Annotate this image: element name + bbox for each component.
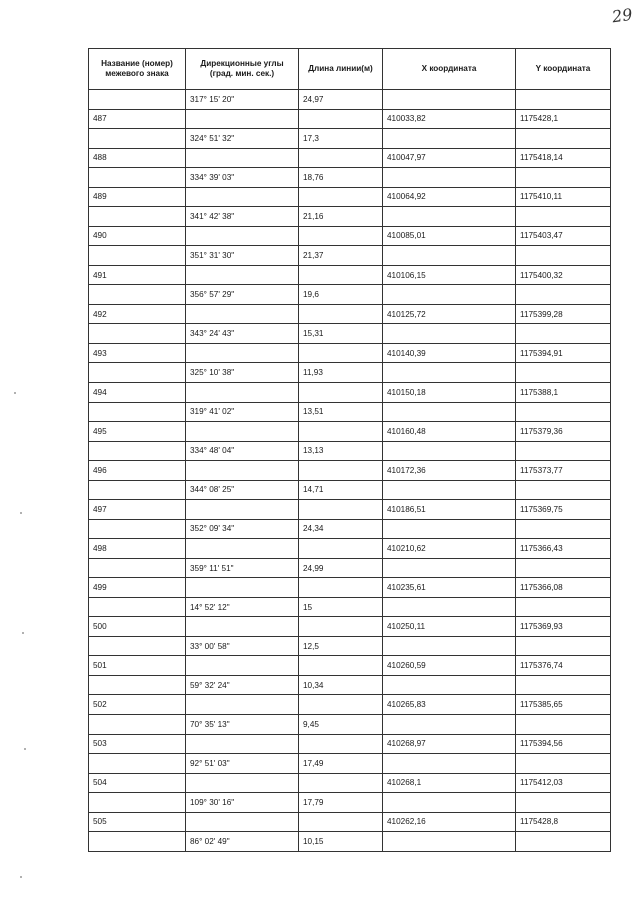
- mark-name-cell: [89, 90, 186, 110]
- angle-cell: [186, 226, 299, 246]
- x-coordinate-cell: [383, 480, 516, 500]
- length-cell: 24,97: [299, 90, 383, 110]
- mark-name-cell: [89, 754, 186, 774]
- mark-name-cell: [89, 441, 186, 461]
- y-coordinate-cell: [516, 519, 611, 539]
- x-coordinate-cell: 410085,01: [383, 226, 516, 246]
- mark-name-cell: [89, 832, 186, 852]
- table-row: [89, 109, 611, 129]
- length-cell: 13,13: [299, 441, 383, 461]
- mark-name-cell: [89, 363, 186, 383]
- mark-name-cell: [89, 636, 186, 656]
- length-cell: 18,76: [299, 168, 383, 188]
- mark-name-cell: [89, 168, 186, 188]
- x-coordinate-cell: 410150,18: [383, 382, 516, 402]
- length-cell: 12,5: [299, 636, 383, 656]
- angle-cell: 14° 52' 12": [186, 597, 299, 617]
- mark-name-cell: 495: [89, 422, 186, 442]
- angle-cell: [186, 109, 299, 129]
- mark-name-cell: 499: [89, 578, 186, 598]
- x-coordinate-cell: 410186,51: [383, 500, 516, 520]
- table-row: [89, 422, 611, 442]
- length-cell: 21,16: [299, 207, 383, 227]
- angle-cell: 325° 10' 38": [186, 363, 299, 383]
- x-coordinate-cell: 410160,48: [383, 422, 516, 442]
- angle-cell: 334° 39' 03": [186, 168, 299, 188]
- mark-name-cell: [89, 207, 186, 227]
- x-coordinate-cell: 410064,92: [383, 187, 516, 207]
- scan-speck: [20, 512, 22, 514]
- y-coordinate-cell: [516, 285, 611, 305]
- header-length: Длина линии(м): [299, 49, 383, 90]
- y-coordinate-cell: 1175428,1: [516, 109, 611, 129]
- y-coordinate-cell: 1175366,08: [516, 578, 611, 598]
- table-row: [89, 90, 611, 110]
- table-row: [89, 597, 611, 617]
- mark-name-cell: 491: [89, 265, 186, 285]
- y-coordinate-cell: [516, 636, 611, 656]
- x-coordinate-cell: [383, 246, 516, 266]
- page-number: 29: [610, 4, 634, 27]
- length-cell: [299, 773, 383, 793]
- header-angles: Дирекционные углы (град. мин. сек.): [186, 49, 299, 90]
- x-coordinate-cell: 410033,82: [383, 109, 516, 129]
- table-row: [89, 363, 611, 383]
- mark-name-cell: [89, 246, 186, 266]
- x-coordinate-cell: 410250,11: [383, 617, 516, 637]
- table-row: [89, 500, 611, 520]
- table-row: [89, 578, 611, 598]
- x-coordinate-cell: 410260,59: [383, 656, 516, 676]
- mark-name-cell: [89, 129, 186, 149]
- x-coordinate-cell: 410268,1: [383, 773, 516, 793]
- table-row: [89, 207, 611, 227]
- y-coordinate-cell: [516, 324, 611, 344]
- length-cell: [299, 734, 383, 754]
- table-row: [89, 168, 611, 188]
- angle-cell: [186, 461, 299, 481]
- x-coordinate-cell: [383, 285, 516, 305]
- mark-name-cell: 502: [89, 695, 186, 715]
- y-coordinate-cell: 1175388,1: [516, 382, 611, 402]
- table-body: [89, 90, 611, 852]
- table-row: [89, 558, 611, 578]
- table-header-row: [89, 49, 611, 90]
- x-coordinate-cell: [383, 363, 516, 383]
- table-row: [89, 402, 611, 422]
- mark-name-cell: 496: [89, 461, 186, 481]
- mark-name-cell: 488: [89, 148, 186, 168]
- y-coordinate-cell: 1175410,11: [516, 187, 611, 207]
- table-row: [89, 226, 611, 246]
- y-coordinate-cell: [516, 207, 611, 227]
- mark-name-cell: 501: [89, 656, 186, 676]
- x-coordinate-cell: [383, 402, 516, 422]
- table-row: [89, 265, 611, 285]
- table-row: [89, 675, 611, 695]
- x-coordinate-cell: [383, 168, 516, 188]
- y-coordinate-cell: 1175394,91: [516, 343, 611, 363]
- x-coordinate-cell: 410262,16: [383, 812, 516, 832]
- x-coordinate-cell: [383, 207, 516, 227]
- x-coordinate-cell: 410047,97: [383, 148, 516, 168]
- angle-cell: 324° 51' 32": [186, 129, 299, 149]
- length-cell: 14,71: [299, 480, 383, 500]
- y-coordinate-cell: 1175385,65: [516, 695, 611, 715]
- y-coordinate-cell: 1175394,56: [516, 734, 611, 754]
- table-row: [89, 304, 611, 324]
- angle-cell: [186, 187, 299, 207]
- x-coordinate-cell: [383, 441, 516, 461]
- x-coordinate-cell: [383, 129, 516, 149]
- mark-name-cell: 503: [89, 734, 186, 754]
- table-row: [89, 461, 611, 481]
- y-coordinate-cell: [516, 246, 611, 266]
- x-coordinate-cell: [383, 519, 516, 539]
- length-cell: [299, 148, 383, 168]
- mark-name-cell: [89, 597, 186, 617]
- table-row: [89, 656, 611, 676]
- angle-cell: [186, 500, 299, 520]
- length-cell: [299, 343, 383, 363]
- y-coordinate-cell: 1175403,47: [516, 226, 611, 246]
- y-coordinate-cell: 1175428,8: [516, 812, 611, 832]
- x-coordinate-cell: [383, 793, 516, 813]
- angle-cell: [186, 422, 299, 442]
- mark-name-cell: [89, 285, 186, 305]
- y-coordinate-cell: 1175369,93: [516, 617, 611, 637]
- angle-cell: 341° 42' 38": [186, 207, 299, 227]
- mark-name-cell: 497: [89, 500, 186, 520]
- mark-name-cell: [89, 675, 186, 695]
- length-cell: [299, 578, 383, 598]
- x-coordinate-cell: 410106,15: [383, 265, 516, 285]
- y-coordinate-cell: [516, 363, 611, 383]
- table-row: [89, 793, 611, 813]
- mark-name-cell: 504: [89, 773, 186, 793]
- y-coordinate-cell: [516, 793, 611, 813]
- length-cell: 11,93: [299, 363, 383, 383]
- y-coordinate-cell: [516, 441, 611, 461]
- angle-cell: [186, 617, 299, 637]
- length-cell: [299, 461, 383, 481]
- y-coordinate-cell: [516, 558, 611, 578]
- mark-name-cell: 492: [89, 304, 186, 324]
- x-coordinate-cell: [383, 754, 516, 774]
- x-coordinate-cell: [383, 324, 516, 344]
- length-cell: 15,31: [299, 324, 383, 344]
- header-name: Название (номер) межевого знака: [89, 49, 186, 90]
- table-row: [89, 148, 611, 168]
- y-coordinate-cell: 1175376,74: [516, 656, 611, 676]
- angle-cell: [186, 265, 299, 285]
- length-cell: 13,51: [299, 402, 383, 422]
- y-coordinate-cell: [516, 597, 611, 617]
- table-row: [89, 715, 611, 735]
- length-cell: [299, 382, 383, 402]
- angle-cell: 344° 08' 25": [186, 480, 299, 500]
- table-row: [89, 636, 611, 656]
- angle-cell: 334° 48' 04": [186, 441, 299, 461]
- y-coordinate-cell: 1175418,14: [516, 148, 611, 168]
- angle-cell: 86° 02' 49": [186, 832, 299, 852]
- angle-cell: 317° 15' 20": [186, 90, 299, 110]
- angle-cell: 92° 51' 03": [186, 754, 299, 774]
- length-cell: 10,34: [299, 675, 383, 695]
- mark-name-cell: [89, 793, 186, 813]
- table-row: [89, 695, 611, 715]
- x-coordinate-cell: 410140,39: [383, 343, 516, 363]
- table-row: [89, 187, 611, 207]
- mark-name-cell: [89, 480, 186, 500]
- angle-cell: [186, 304, 299, 324]
- angle-cell: [186, 695, 299, 715]
- x-coordinate-cell: 410125,72: [383, 304, 516, 324]
- mark-name-cell: [89, 519, 186, 539]
- angle-cell: 70° 35' 13": [186, 715, 299, 735]
- mark-name-cell: [89, 558, 186, 578]
- x-coordinate-cell: [383, 636, 516, 656]
- header-x: X координата: [383, 49, 516, 90]
- table-row: [89, 773, 611, 793]
- length-cell: [299, 226, 383, 246]
- mark-name-cell: 490: [89, 226, 186, 246]
- y-coordinate-cell: 1175366,43: [516, 539, 611, 559]
- length-cell: [299, 695, 383, 715]
- angle-cell: [186, 773, 299, 793]
- length-cell: 21,37: [299, 246, 383, 266]
- y-coordinate-cell: [516, 168, 611, 188]
- length-cell: [299, 109, 383, 129]
- angle-cell: 343° 24' 43": [186, 324, 299, 344]
- table-row: [89, 382, 611, 402]
- header-y: Y координата: [516, 49, 611, 90]
- table-row: [89, 539, 611, 559]
- mark-name-cell: 487: [89, 109, 186, 129]
- coordinate-table: [88, 48, 611, 852]
- y-coordinate-cell: [516, 402, 611, 422]
- y-coordinate-cell: 1175373,77: [516, 461, 611, 481]
- length-cell: [299, 539, 383, 559]
- length-cell: [299, 812, 383, 832]
- x-coordinate-cell: [383, 675, 516, 695]
- angle-cell: 351° 31' 30": [186, 246, 299, 266]
- length-cell: [299, 304, 383, 324]
- length-cell: 10,15: [299, 832, 383, 852]
- table-row: [89, 246, 611, 266]
- x-coordinate-cell: 410265,83: [383, 695, 516, 715]
- angle-cell: [186, 734, 299, 754]
- length-cell: [299, 656, 383, 676]
- length-cell: [299, 500, 383, 520]
- x-coordinate-cell: [383, 558, 516, 578]
- x-coordinate-cell: 410235,61: [383, 578, 516, 598]
- y-coordinate-cell: [516, 129, 611, 149]
- scan-speck: [20, 876, 22, 878]
- length-cell: 17,49: [299, 754, 383, 774]
- table-row: [89, 617, 611, 637]
- angle-cell: [186, 148, 299, 168]
- mark-name-cell: 500: [89, 617, 186, 637]
- y-coordinate-cell: [516, 715, 611, 735]
- angle-cell: [186, 382, 299, 402]
- angle-cell: 109° 30' 16": [186, 793, 299, 813]
- table-row: [89, 812, 611, 832]
- angle-cell: 33° 00' 58": [186, 636, 299, 656]
- table-row: [89, 754, 611, 774]
- table-row: [89, 832, 611, 852]
- length-cell: [299, 422, 383, 442]
- length-cell: 17,79: [299, 793, 383, 813]
- length-cell: [299, 187, 383, 207]
- angle-cell: 319° 41' 02": [186, 402, 299, 422]
- angle-cell: 359° 11' 51": [186, 558, 299, 578]
- angle-cell: 356° 57' 29": [186, 285, 299, 305]
- angle-cell: 59° 32' 24": [186, 675, 299, 695]
- table-row: [89, 343, 611, 363]
- length-cell: 17,3: [299, 129, 383, 149]
- length-cell: 24,99: [299, 558, 383, 578]
- mark-name-cell: [89, 715, 186, 735]
- y-coordinate-cell: [516, 675, 611, 695]
- length-cell: 24,34: [299, 519, 383, 539]
- mark-name-cell: [89, 402, 186, 422]
- angle-cell: [186, 578, 299, 598]
- mark-name-cell: 498: [89, 539, 186, 559]
- x-coordinate-cell: [383, 597, 516, 617]
- x-coordinate-cell: 410172,36: [383, 461, 516, 481]
- y-coordinate-cell: [516, 480, 611, 500]
- table-row: [89, 324, 611, 344]
- length-cell: [299, 265, 383, 285]
- mark-name-cell: [89, 324, 186, 344]
- y-coordinate-cell: [516, 754, 611, 774]
- scan-speck: [14, 392, 16, 394]
- x-coordinate-cell: 410210,62: [383, 539, 516, 559]
- table-row: [89, 441, 611, 461]
- angle-cell: [186, 812, 299, 832]
- x-coordinate-cell: 410268,97: [383, 734, 516, 754]
- length-cell: [299, 617, 383, 637]
- table-row: [89, 129, 611, 149]
- x-coordinate-cell: [383, 90, 516, 110]
- y-coordinate-cell: 1175399,28: [516, 304, 611, 324]
- table-row: [89, 285, 611, 305]
- angle-cell: [186, 539, 299, 559]
- y-coordinate-cell: 1175412,03: [516, 773, 611, 793]
- mark-name-cell: 505: [89, 812, 186, 832]
- scan-speck: [22, 632, 24, 634]
- x-coordinate-cell: [383, 832, 516, 852]
- mark-name-cell: 493: [89, 343, 186, 363]
- x-coordinate-cell: [383, 715, 516, 735]
- scan-speck: [24, 748, 26, 750]
- angle-cell: [186, 656, 299, 676]
- mark-name-cell: 489: [89, 187, 186, 207]
- length-cell: 19,6: [299, 285, 383, 305]
- length-cell: 15: [299, 597, 383, 617]
- angle-cell: 352° 09' 34": [186, 519, 299, 539]
- y-coordinate-cell: 1175369,75: [516, 500, 611, 520]
- angle-cell: [186, 343, 299, 363]
- y-coordinate-cell: [516, 832, 611, 852]
- length-cell: 9,45: [299, 715, 383, 735]
- mark-name-cell: 494: [89, 382, 186, 402]
- y-coordinate-cell: 1175379,36: [516, 422, 611, 442]
- table-row: [89, 734, 611, 754]
- y-coordinate-cell: [516, 90, 611, 110]
- table-row: [89, 480, 611, 500]
- table-row: [89, 519, 611, 539]
- y-coordinate-cell: 1175400,32: [516, 265, 611, 285]
